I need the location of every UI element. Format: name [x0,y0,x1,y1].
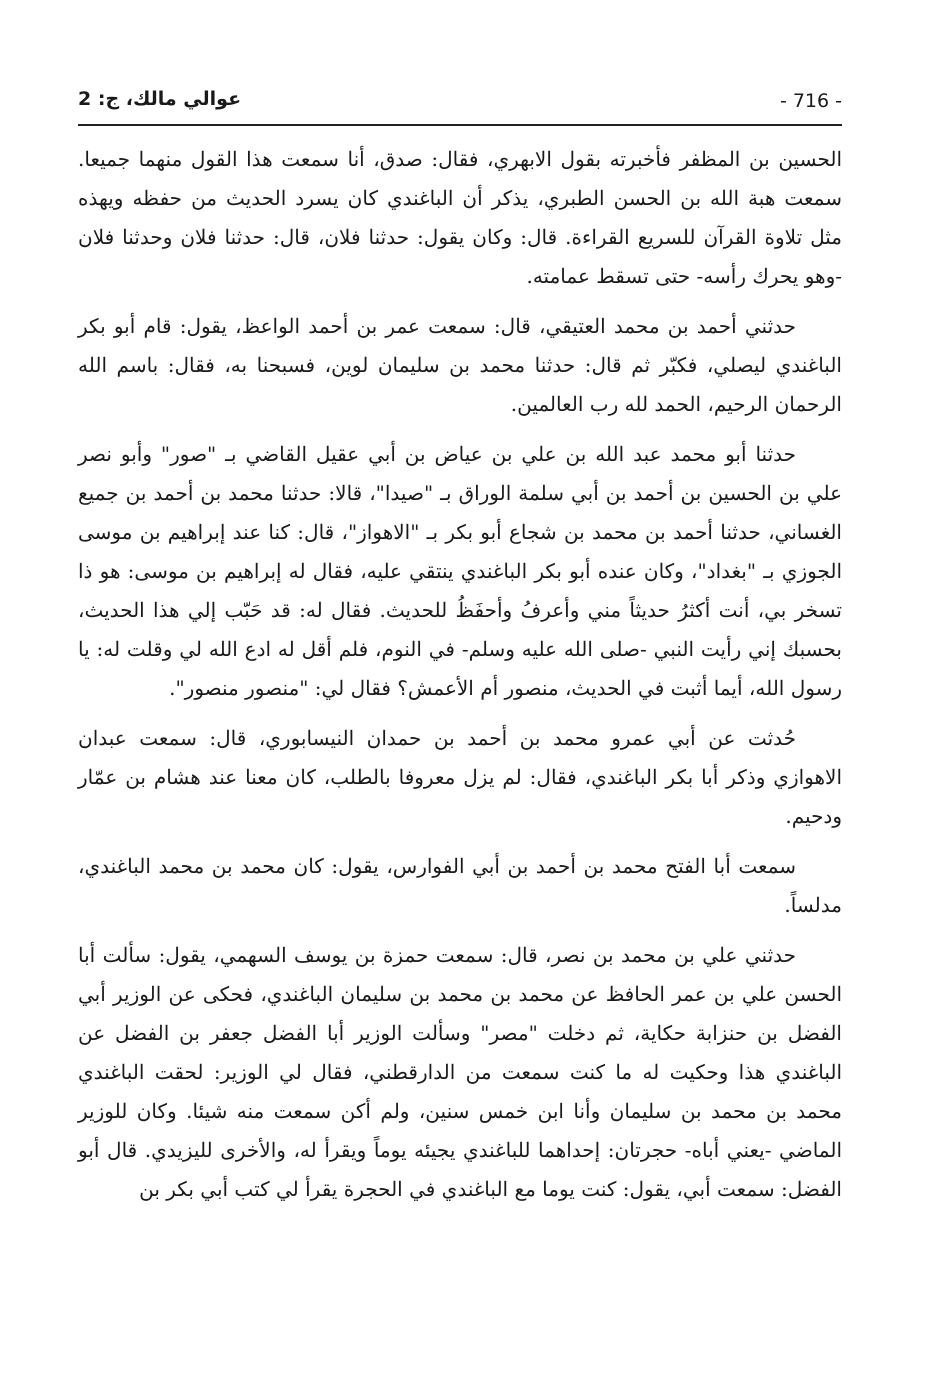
page-number: - 716 - [779,90,842,112]
paragraph: حدثنا أبو محمد عبد الله بن علي بن عياض بن أبي عقيل القاضي بـ "صور" وأبو نصر علي بن الحسين بن أحمد بن أبي سلمة الوراق بـ "صيدا"، قالا: حدثنا محمد بن أحمد بن جميع الغساني، حدثنا أحمد بن محمد بن شجاع أبو بكر بـ "الاهواز"، قال: كنا عند إبراهيم بن موسى الجوزي بـ "بغداد"، وكان عنده أبو بكر الباغندي ينتقي عليه، فقال له إبراهيم بن موسى: هو ذا تسخر بي، أنت أكثرُ حديثاً مني وأعرفُ وأحفَظُ للحديث. فقال له: قد حَبّب إلي هذا الحديث، بحسبك إني رأيت النبي -صلى الله عليه وسلم- في النوم، فلم أقل له ادع الله لي وقلت له: يا رسول الله، أيما أثبت في الحديث، منصور أم الأعمش؟ فقال لي: "منصور منصور". [78,442,842,700]
paragraph: الحسين بن المظفر فأخبرته بقول الابهري، فقال: صدق، أنا سمعت هذا القول منهما جميعا. سمعت هبة الله بن الحسن الطبري، يذكر أن الباغندي كان يسرد الحديث من حفظه ويهذه مثل تلاوة القرآن للسريع القراءة. قال: وكان يقول: حدثنا فلان، قال: حدثنا فلان وحدثنا فلان -وهو يحرك رأسه- حتى تسقط عمامته. [78,147,842,288]
header-divider [78,124,842,126]
paragraph: حدثني علي بن محمد بن نصر، قال: سمعت حمزة بن يوسف السهمي، يقول: سألت أبا الحسن علي بن عمر الحافظ عن محمد بن محمد بن سليمان الباغندي، فحكى عن الوزير أبي الفضل بن حنزابة حكاية، ثم دخلت "مصر" وسألت الوزير أبا الفضل جعفر بن الفضل عن الباغندي هذا وحكيت له ما كنت سمعت من الدارقطني، فقال لي الوزير: لحقت الباغندي محمد بن محمد بن سليمان وأنا ابن خمس سنين، ولم أكن سمعت منه شيئا. وكان للوزير الماضي -يعني أباه- حجرتان: إحداهما للباغندي يجيئه يوماً ويقرأ له، والأخرى لليزيدي. قال أبو الفضل: سمعت أبي، يقول: كنت يوما مع الباغندي في الحجرة يقرأ لي كتب أبي بكر بن [78,943,843,1201]
page-body [78,140,842,1209]
paragraph: حُدثت عن أبي عمرو محمد بن أحمد بن حمدان النيسابوري، قال: سمعت عبدان الاهوازي وذكر أبا بكر الباغندي، فقال: لم يزل معروفا بالطلب، كان معنا عند هشام بن عمّار ودحيم. [78,726,842,828]
book-title: عوالي مالك، ج: 2 [78,88,242,110]
paragraph: سمعت أبا الفتح محمد بن أحمد بن أبي الفوارس، يقول: كان محمد بن محمد الباغندي، مدلساً. [78,854,842,917]
paragraph: حدثني أحمد بن محمد العتيقي، قال: سمعت عمر بن أحمد الواعظ، يقول: قام أبو بكر الباغندي ليصلي، فكبّر ثم قال: حدثنا محمد بن سليمان لوين، فسبحنا به، فقال: باسم الله الرحمان الرحيم، الحمد لله رب العالمين. [78,314,842,416]
page-header [78,86,842,120]
